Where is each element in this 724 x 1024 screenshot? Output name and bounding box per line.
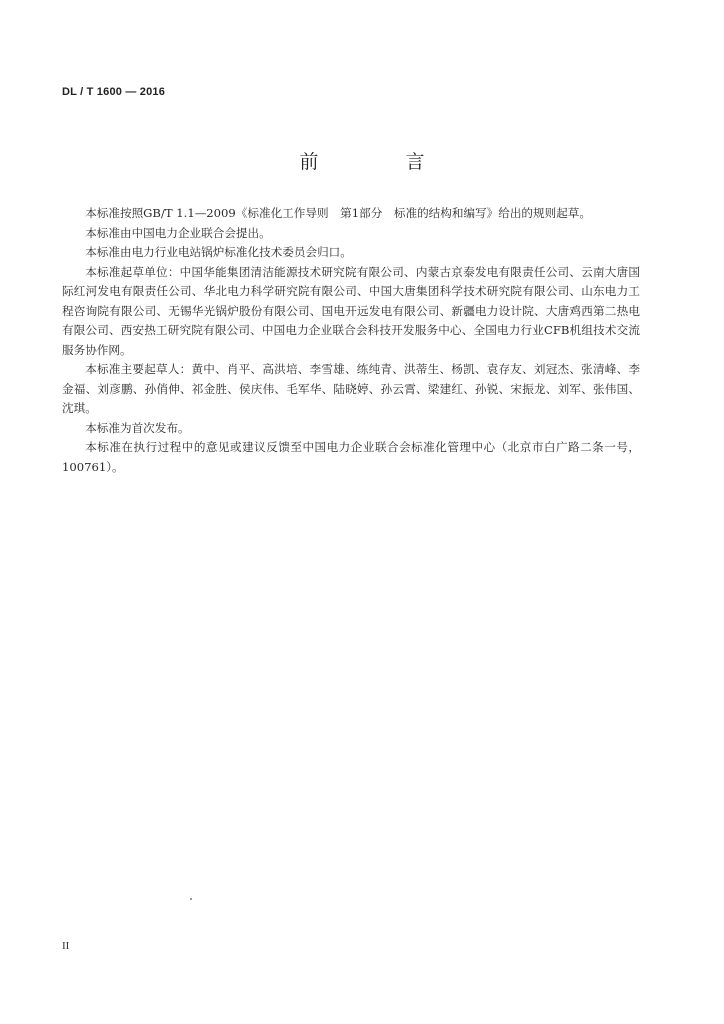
paragraph-feedback: 本标准在执行过程中的意见或建议反馈至中国电力企业联合会标准化管理中心（北京市白广路二条一号，100761）。 [62,440,640,474]
foreword-body [62,204,640,477]
scan-speck [190,898,192,900]
paragraph-drafting-rules: 本标准按照GB/T 1.1—2009《标准化工作导则 第1部分 标准的结构和编写》给出的规则起草。 [85,206,591,220]
page-title: 前 言 [299,151,459,173]
paragraph-proposer: 本标准由中国电力企业联合会提出。 [85,225,271,240]
standard-code: DL / T 1600 — 2016 [62,86,166,98]
paragraph-drafters: 本标准主要起草人：黄中、肖平、高洪培、李雪雄、练纯青、洪蒂生、杨凯、袁存友、刘冠杰、张清峰、李金福、刘彦鹏、孙俏伸、祁金胜、侯庆伟、毛军华、陆晓婷、孙云霄、梁建红、孙锐、宋振龙、刘军、张伟国、沈琪。 [62,362,640,415]
paragraph-first-release: 本标准为首次发布。 [85,420,190,435]
paragraph-drafting-units: 本标准起草单位：中国华能集团清洁能源技术研究院有限公司、内蒙古京泰发电有限责任公司、云南大唐国际红河发电有限责任公司、华北电力科学研究院有限公司、中国大唐集团科学技术研究院有限公司、山东电力工程咨询院有限公司、无锡华光锅炉股份有限公司、国电开远发电有限公司、新疆电力设计院、大唐鸡西第二热电有限公司、西安热工研究院有限公司、中国电力企业联合会科技开发服务中心、全国电力行业CFB机组技术交流服务协作网。 [62,264,640,357]
paragraph-committee: 本标准由电力行业电站锅炉标准化技术委员会归口。 [85,245,352,259]
page-number: II [62,940,70,952]
